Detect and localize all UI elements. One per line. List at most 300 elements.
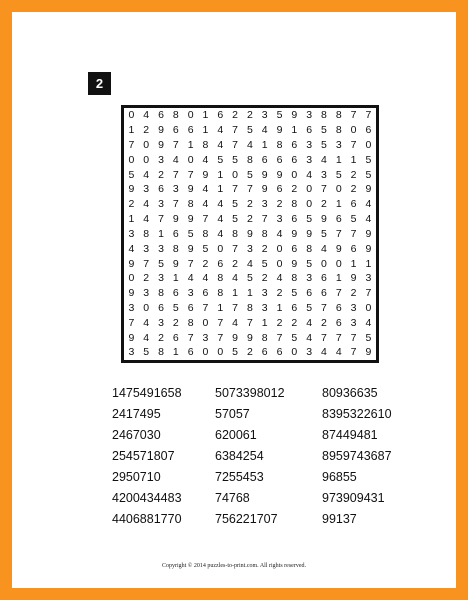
number-search-grid [121,105,379,363]
grid-cell: 0 [143,139,150,152]
grid-cell: 8 [172,242,179,255]
grid-cell: 2 [143,124,150,137]
grid-cell: 7 [321,301,327,314]
grid-cell: 9 [365,346,372,359]
grid-cell: 9 [172,257,179,270]
grid-cell: 8 [321,109,327,122]
grid-cell: 7 [350,331,357,344]
grid-cell: 6 [187,301,194,314]
grid-cell: 5 [365,153,372,166]
grid-cell: 6 [187,346,194,359]
grid-cell: 8 [202,139,209,152]
grid-cell: 4 [217,227,224,240]
puzzle-page [12,12,456,588]
grid-cell: 7 [261,213,268,226]
grid-cell: 8 [232,227,239,240]
grid-cell: 1 [128,213,135,226]
grid-cell: 5 [246,124,253,137]
grid-cell: 6 [306,287,313,300]
grid-cell: 2 [261,272,268,285]
grid-cell: 9 [246,331,253,344]
grid-cell: 5 [291,287,298,300]
grid-cell: 5 [291,331,298,344]
grid-cell: 3 [306,153,313,166]
grid-cell: 8 [158,346,164,359]
grid-cell: 6 [276,183,283,196]
grid-cell: 6 [291,139,298,152]
grid-cell: 8 [217,272,224,285]
grid-cell: 3 [306,346,313,359]
grid-cell: 2 [232,109,239,122]
grid-cell: 0 [217,346,224,359]
grid-cell: 3 [158,272,164,285]
grid-cell: 5 [143,346,150,359]
copyright-notice: Copyright © 2014 puzzles-to-print.com. All rights reserved. [161,563,307,569]
grid-cell: 9 [365,242,372,255]
grid-cell: 4 [321,242,327,255]
grid-cell: 7 [246,316,253,329]
grid-cell: 6 [276,346,283,359]
grid-cell: 4 [202,153,209,166]
grid-cell: 1 [187,139,194,152]
grid-cell: 9 [158,139,164,152]
grid-cell: 8 [291,272,298,285]
grid-cell: 5 [321,227,327,240]
grid-cell: 1 [232,287,239,300]
grid-cell: 9 [187,213,194,226]
grid-cell: 3 [365,272,372,285]
grid-cell: 3 [306,272,313,285]
grid-cell: 5 [232,153,239,166]
grid-cell: 3 [335,139,342,152]
word-list-item: 80936635 [322,386,378,400]
grid-cell: 3 [158,198,164,211]
grid-cell: 1 [335,153,342,166]
grid-cell: 2 [321,198,327,211]
grid-cell: 0 [128,272,135,285]
grid-cell: 6 [321,272,327,285]
grid-cell: 0 [335,183,342,196]
grid-cell: 2 [246,346,253,359]
grid-cell: 5 [246,168,253,181]
grid-cell: 7 [232,139,239,152]
grid-cell: 6 [172,124,179,137]
grid-cell: 5 [232,213,239,226]
grid-cell: 7 [350,109,357,122]
grid-cell: 7 [217,316,224,329]
grid-cell: 5 [321,124,327,137]
word-list-item: 973909431 [322,491,385,505]
grid-cell: 5 [306,301,313,314]
grid-cell: 7 [232,183,239,196]
grid-cell: 5 [321,139,327,152]
grid-cell: 4 [261,124,268,137]
grid-cell: 6 [217,109,224,122]
grid-cell: 4 [232,316,239,329]
grid-cell: 2 [276,316,283,329]
grid-cell: 2 [232,257,239,270]
grid-cell: 1 [217,168,224,181]
grid-cell: 2 [143,272,150,285]
grid-cell: 5 [232,346,239,359]
grid-cell: 6 [261,346,268,359]
grid-cell: 6 [172,331,179,344]
grid-cell: 3 [143,183,150,196]
grid-cell: 9 [350,272,357,285]
grid-cell: 1 [350,257,357,270]
grid-cell: 2 [261,242,268,255]
grid-cell: 7 [321,331,327,344]
grid-cell: 5 [217,153,224,166]
grid-cell: 9 [276,124,283,137]
grid-cell: 1 [128,124,135,137]
grid-cell: 5 [128,168,135,181]
grid-cell: 0 [291,168,298,181]
grid-cell: 8 [261,227,268,240]
word-list-item: 96855 [322,470,357,484]
word-list-item: 99137 [322,512,357,526]
grid-cell: 3 [128,301,135,314]
grid-cell: 5 [365,331,372,344]
word-list-item: 8395322610 [322,407,392,421]
grid-cell: 4 [143,213,150,226]
grid-cell: 7 [335,227,342,240]
grid-cell: 3 [276,213,283,226]
grid-cell: 8 [246,301,253,314]
grid-cell: 6 [187,124,194,137]
grid-cell: 0 [306,183,313,196]
grid-cell: 1 [217,301,224,314]
grid-cell: 4 [217,198,224,211]
word-list-item: 2467030 [112,428,161,442]
grid-cell: 6 [172,287,179,300]
grid-cell: 0 [128,153,135,166]
grid-cell: 4 [217,213,224,226]
grid-cell: 7 [202,301,209,314]
grid-cell: 0 [291,346,298,359]
grid-cell: 3 [306,139,313,152]
grid-cell: 8 [261,331,268,344]
grid-cell: 7 [365,109,372,122]
grid-cell: 0 [187,109,194,122]
grid-cell: 2 [202,257,209,270]
word-list-item: 756221707 [215,512,278,526]
grid-cell: 8 [291,198,298,211]
grid-cell: 9 [128,331,135,344]
word-list-item: 4200434483 [112,491,182,505]
grid-cell: 1 [202,124,209,137]
grid-cell: 0 [321,257,327,270]
grid-cell: 9 [187,242,194,255]
grid-cell: 1 [158,227,164,240]
grid-cell: 6 [261,153,268,166]
grid-cell: 9 [128,183,135,196]
grid-cell: 8 [187,198,194,211]
word-list-item: 74768 [215,491,250,505]
grid-cell: 1 [335,272,342,285]
grid-cell: 7 [246,183,253,196]
grid-cell: 7 [143,257,150,270]
grid-cell: 9 [291,257,298,270]
grid-cell: 6 [172,227,179,240]
grid-cell: 2 [350,168,357,181]
grid-cell: 9 [335,242,342,255]
grid-cell: 0 [128,109,135,122]
grid-cell: 6 [291,301,298,314]
grid-cell: 0 [143,301,150,314]
grid-cell: 7 [350,346,357,359]
grid-cell: 7 [187,257,194,270]
grid-cell: 2 [158,168,164,181]
grid-cell: 7 [335,331,342,344]
grid-cell: 9 [365,183,372,196]
grid-cell: 7 [187,168,194,181]
grid-cell: 8 [187,316,194,329]
grid-cell: 4 [232,272,239,285]
word-list-item: 87449481 [322,428,378,442]
grid-cell: 7 [158,213,164,226]
grid-cell: 8 [335,109,342,122]
word-list-item: 4406881770 [112,512,182,526]
grid-cell: 2 [291,183,298,196]
grid-cell: 7 [232,124,239,137]
word-list-item: 7255453 [215,470,264,484]
grid-cell: 3 [350,316,357,329]
grid-cell: 2 [246,109,253,122]
grid-cell: 3 [143,287,150,300]
grid-cell: 4 [143,316,150,329]
grid-cell: 0 [143,153,150,166]
grid-cell: 3 [261,109,268,122]
grid-cell: 0 [365,139,372,152]
grid-cell: 3 [128,227,135,240]
word-list-item: 5073398012 [215,386,285,400]
word-list-item: 2950710 [112,470,161,484]
grid-cell: 5 [246,272,253,285]
grid-cell: 3 [261,301,268,314]
grid-cell: 4 [202,272,209,285]
grid-cell: 7 [187,331,194,344]
grid-cell: 4 [335,346,342,359]
grid-cell: 9 [187,183,194,196]
grid-cell: 5 [306,257,313,270]
grid-cell: 8 [306,242,313,255]
grid-cell: 7 [335,287,342,300]
grid-cell: 0 [276,257,283,270]
grid-cell: 7 [172,139,179,152]
grid-cell: 5 [187,227,194,240]
grid-cell: 8 [246,153,253,166]
grid-cell: 6 [202,287,209,300]
grid-cell: 9 [306,227,313,240]
grid-cell: 0 [202,316,209,329]
grid-cell: 4 [143,109,150,122]
grid-cell: 4 [246,257,253,270]
grid-cell: 6 [158,109,164,122]
grid-cell: 4 [306,331,313,344]
grid-cell: 7 [128,316,135,329]
grid-cell: 4 [321,153,327,166]
grid-cell: 4 [217,124,224,137]
grid-cell: 7 [232,301,239,314]
grid-cell: 4 [128,242,135,255]
grid-cell: 0 [187,153,194,166]
grid-cell: 6 [321,287,327,300]
grid-cell: 9 [128,257,135,270]
grid-cell: 8 [158,287,164,300]
grid-cell: 2 [291,316,298,329]
grid-cell: 3 [158,153,164,166]
grid-cell: 7 [232,242,239,255]
grid-cell: 6 [291,153,298,166]
grid-cell: 5 [365,168,372,181]
grid-cell: 4 [143,331,150,344]
grid-cell: 8 [202,227,209,240]
grid-cell: 3 [143,242,150,255]
grid-cell: 2 [246,213,253,226]
word-list-item: 1475491658 [112,386,182,400]
grid-cell: 1 [261,139,268,152]
grid-cell: 9 [246,227,253,240]
grid-cell: 3 [202,331,209,344]
grid-cell: 1 [172,272,179,285]
grid-cell: 6 [335,316,342,329]
grid-cell: 9 [291,109,298,122]
grid-cell: 9 [261,168,268,181]
grid-cell: 4 [143,198,150,211]
grid-cell: 3 [187,287,194,300]
grid-cell: 5 [350,213,357,226]
grid-cell: 1 [276,301,283,314]
word-list [112,386,432,527]
grid-cell: 5 [261,257,268,270]
grid-cell: 0 [365,301,372,314]
grid-cell: 0 [217,242,224,255]
grid-cell: 8 [143,227,150,240]
grid-cell: 6 [365,124,372,137]
grid-cell: 9 [202,168,209,181]
grid-cell: 9 [321,213,327,226]
grid-cell: 0 [335,257,342,270]
grid-cell: 1 [261,316,268,329]
word-list-item: 620061 [215,428,257,442]
grid-cell: 6 [350,242,357,255]
grid-cell: 0 [232,168,239,181]
grid-cell: 9 [232,331,239,344]
grid-cell: 3 [158,316,164,329]
grid-cell: 5 [276,109,283,122]
grid-cell: 0 [350,124,357,137]
grid-cell: 3 [321,168,327,181]
grid-cell: 7 [350,139,357,152]
grid-cell: 6 [217,257,224,270]
puzzle-number-badge: 2 [88,72,111,95]
grid-cell: 7 [350,227,357,240]
grid-cell: 4 [276,227,283,240]
grid-cell: 4 [202,198,209,211]
grid-cell: 1 [202,109,209,122]
grid-cell: 1 [350,153,357,166]
grid-cell: 3 [246,242,253,255]
word-list-item: 8959743687 [322,449,392,463]
grid-cell: 1 [217,183,224,196]
grid-cell: 4 [306,316,313,329]
grid-cell: 1 [365,257,372,270]
grid-cell: 5 [202,242,209,255]
grid-cell: 4 [321,346,327,359]
grid-cell: 4 [187,272,194,285]
grid-cell: 7 [202,213,209,226]
grid-cell: 4 [365,198,372,211]
grid-cell: 5 [306,213,313,226]
grid-cell: 7 [172,198,179,211]
grid-cell: 0 [306,198,313,211]
grid-cell: 9 [276,168,283,181]
grid-cell: 2 [128,198,135,211]
grid-cell: 7 [128,139,135,152]
grid-cell: 6 [158,183,164,196]
grid-cell: 4 [143,168,150,181]
grid-cell: 3 [172,183,179,196]
grid-cell: 9 [172,213,179,226]
grid-cell: 1 [246,287,253,300]
grid-cell: 2 [172,316,179,329]
grid-cell: 8 [172,109,179,122]
word-list-item: 254571807 [112,449,175,463]
grid-cell: 9 [365,227,372,240]
grid-cell: 0 [202,346,209,359]
grid-cell: 4 [246,139,253,152]
grid-cell: 6 [306,124,313,137]
grid-cell: 1 [335,198,342,211]
grid-cell: 4 [172,153,179,166]
grid-cell: 2 [246,198,253,211]
grid-cell: 3 [261,287,268,300]
grid-cell: 6 [335,213,342,226]
grid-cell: 4 [365,316,372,329]
grid-cell: 4 [276,272,283,285]
grid-cell: 0 [276,242,283,255]
grid-cell: 2 [350,287,357,300]
grid-cell: 1 [172,346,179,359]
grid-cell: 5 [158,257,164,270]
grid-cell: 6 [350,198,357,211]
grid-cell: 2 [158,331,164,344]
grid-cell: 9 [128,287,135,300]
grid-cell: 5 [172,301,179,314]
grid-cell: 3 [306,109,313,122]
word-list-item: 57057 [215,407,250,421]
grid-cell: 5 [335,168,342,181]
grid-cell: 8 [276,139,283,152]
grid-cell: 7 [217,331,224,344]
grid-cell: 9 [158,124,164,137]
grid-cell: 7 [365,287,372,300]
word-list-item: 6384254 [215,449,264,463]
grid-cell: 3 [350,301,357,314]
grid-cell: 2 [321,316,327,329]
grid-cell: 6 [291,242,298,255]
grid-cell: 4 [306,168,313,181]
grid-cell: 8 [335,124,342,137]
grid-cell: 6 [335,301,342,314]
grid-cell: 3 [158,242,164,255]
grid-cell: 8 [217,287,224,300]
grid-cell: 7 [321,183,327,196]
grid-cell: 3 [261,198,268,211]
grid-cell: 2 [276,287,283,300]
grid-cell: 6 [158,301,164,314]
